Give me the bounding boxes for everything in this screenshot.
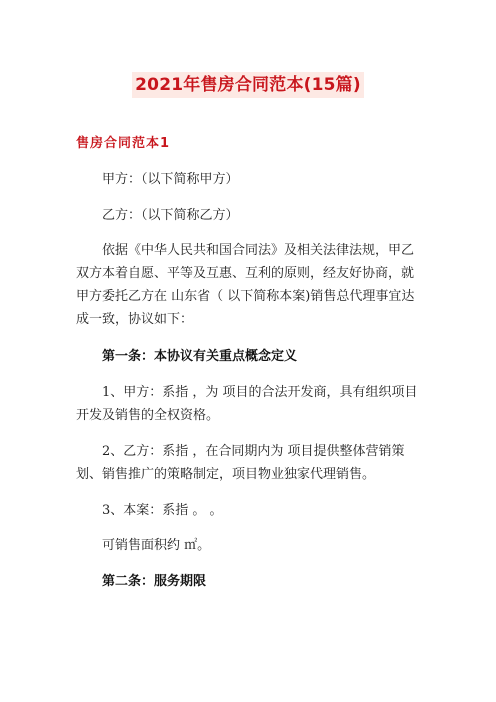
party-a-line [76, 168, 418, 191]
party-b-line [76, 204, 418, 227]
party-b-text: 乙方：（以下简称乙方） [102, 208, 239, 223]
definition-party-b-text: 2、乙方：系指 ，在合同期内为 项目提供整体营销策划、销售推广的策略制定，项目物业独家代理销售。 [76, 444, 405, 482]
article-two-text: 第二条：服务期限 [102, 574, 207, 589]
article-one-heading [76, 345, 418, 368]
definition-party-b [76, 440, 418, 486]
party-a-text: 甲方：（以下简称甲方） [102, 172, 239, 187]
definition-project [76, 499, 418, 522]
saleable-area-text: 可销售面积约 ㎡。 [102, 538, 211, 553]
section-heading: 售房合同范本1 [76, 136, 171, 151]
intro-paragraph [76, 239, 418, 331]
intro-text: 依据《中华人民共和国合同法》及相关法律法规，甲乙双方本着自愿、平等及互惠、互利的原则，经友好协商，就甲方委托乙方在 山东省（ 以下简称本案)销售总代理事宜达成一致，协议如下： [76, 243, 415, 327]
article-one-text: 第一条：本协议有关重点概念定义 [102, 349, 298, 364]
definition-project-text: 3、本案：系指 。 。 [102, 503, 223, 518]
document-title: 2021年售房合同范本(15篇) [132, 72, 364, 98]
definition-party-a [76, 381, 418, 427]
definition-party-a-text: 1、甲方：系指 ，为 项目的合法开发商，具有组织项目开发及销售的全权资格。 [76, 385, 418, 423]
article-two-heading [76, 570, 418, 593]
saleable-area-line [76, 534, 418, 557]
title-container [0, 72, 496, 98]
